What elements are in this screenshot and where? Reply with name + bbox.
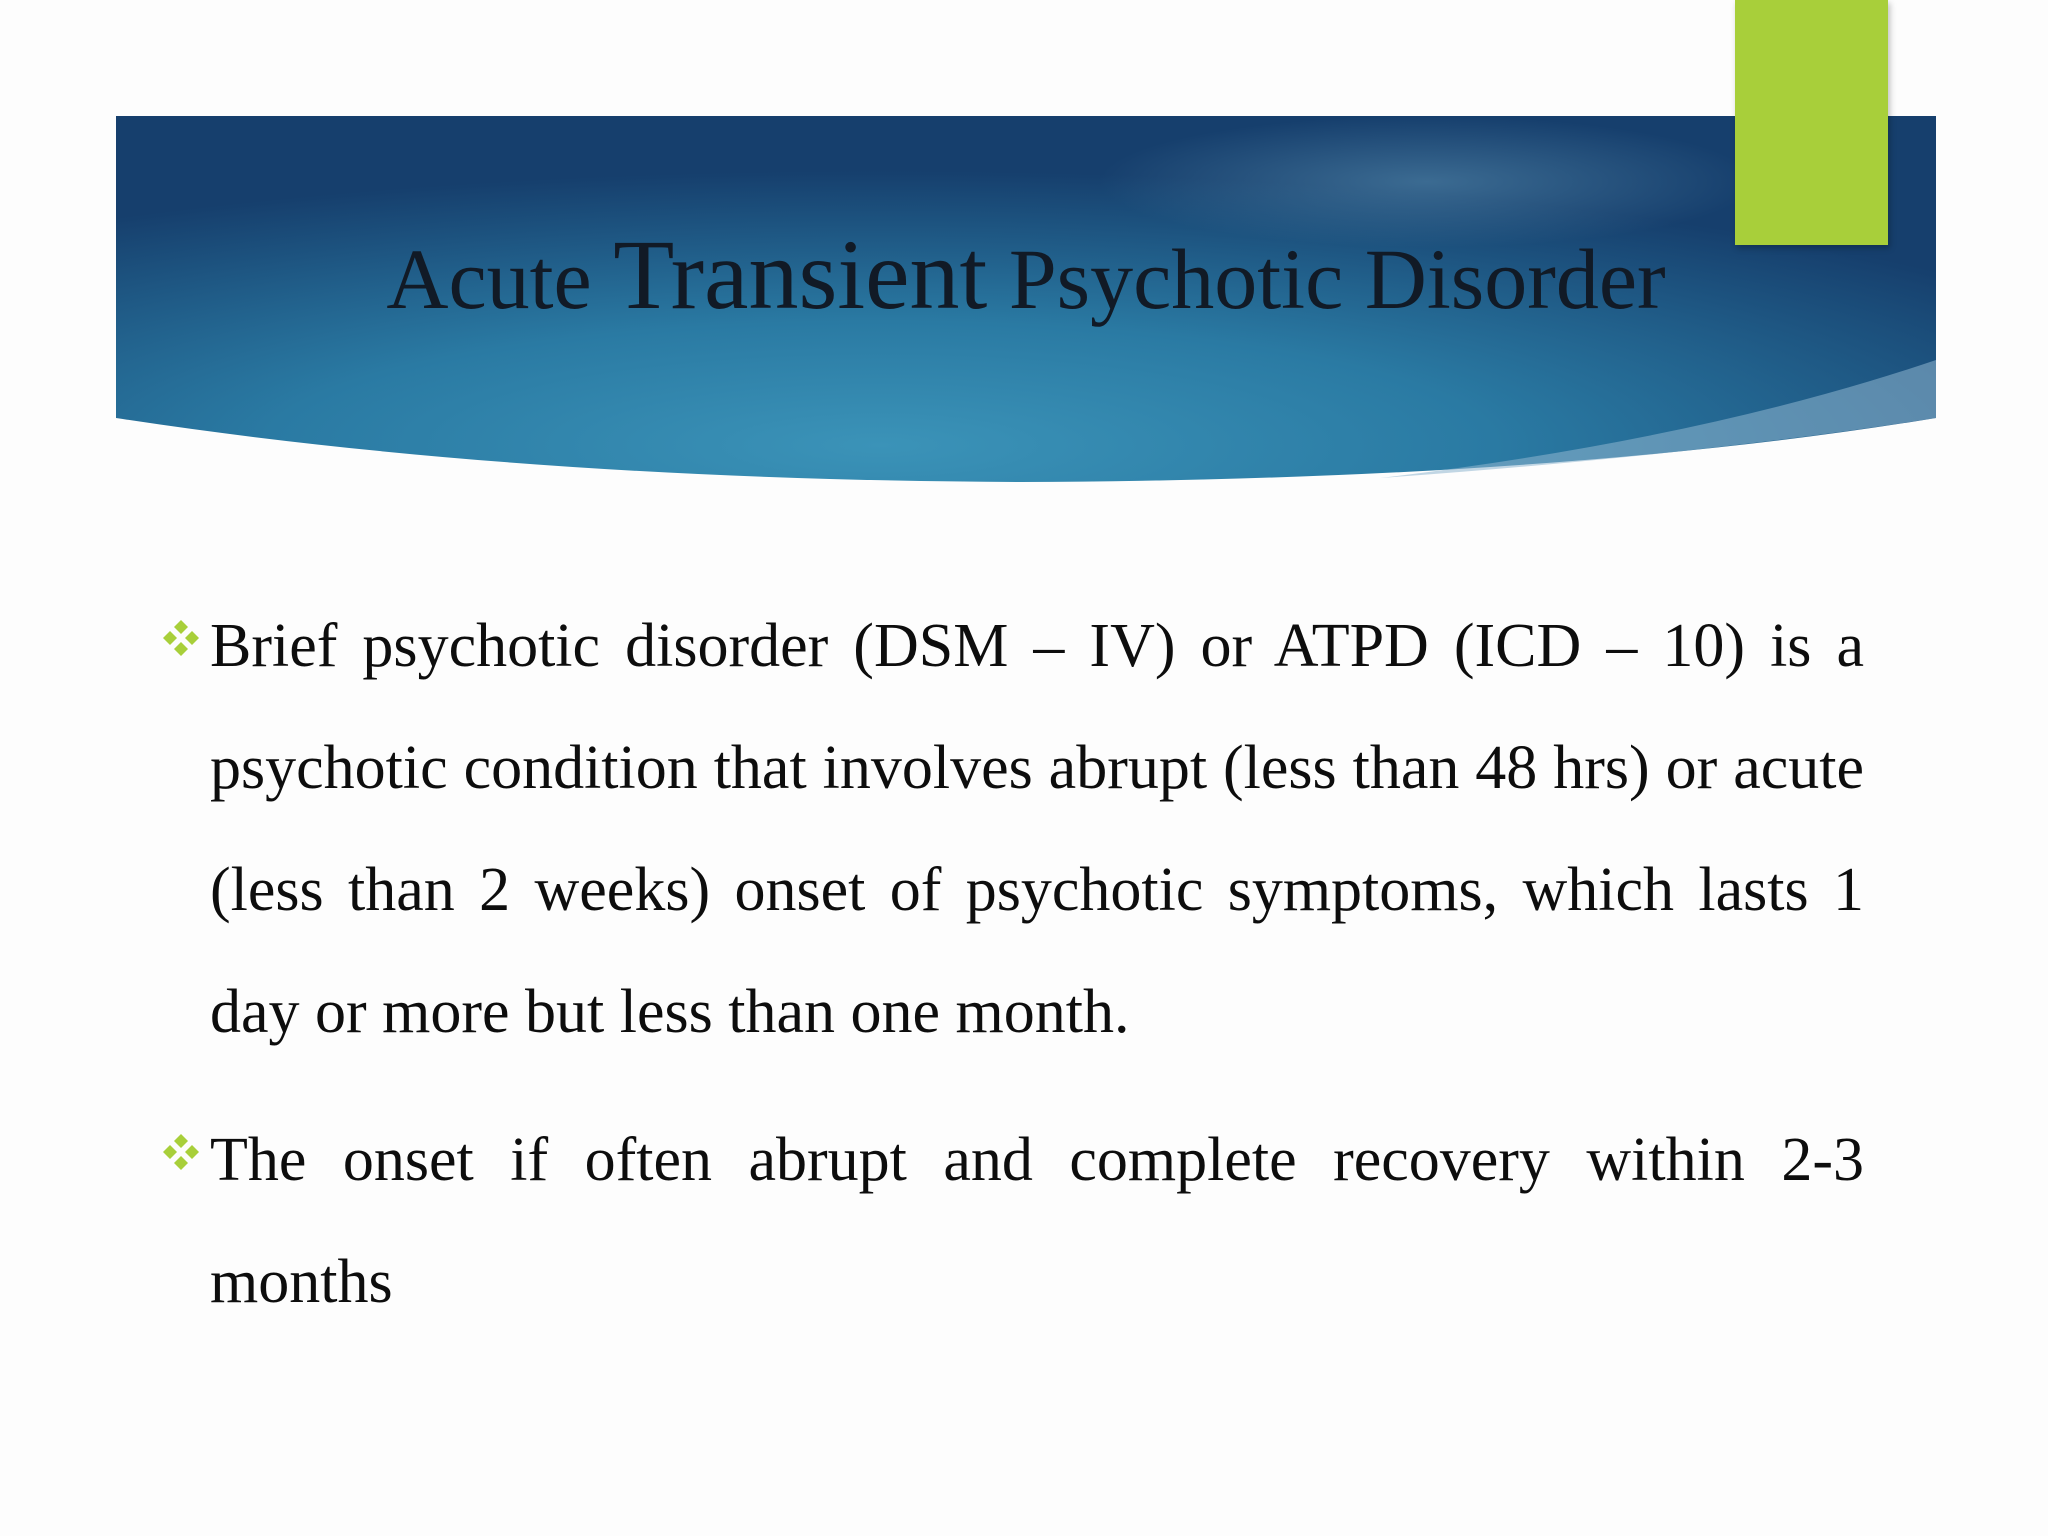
bullet-text-1: Brief psychotic disorder (DSM – IV) or ATPD (ICD – 10) is a psychotic condition that involves abrupt (less than 48 hrs) or acute (less than 2 weeks) onset of psychotic symptoms, which lasts 1 day or more but less than one month. — [210, 612, 1864, 1046]
four-diamond-bullet-icon — [160, 617, 202, 659]
title-part-3: Psychotic Disorder — [987, 231, 1666, 327]
four-diamond-bullet-icon — [160, 1131, 202, 1173]
bullet-item-1 — [160, 585, 1864, 1073]
slide-title — [116, 220, 1936, 334]
bullet-list — [160, 585, 1864, 1343]
accent-tab — [1735, 0, 1888, 245]
bullet-item-2 — [160, 1099, 1864, 1343]
title-part-2: Transient — [613, 219, 988, 330]
title-part-1: Acute — [386, 231, 614, 327]
bullet-text-2: The onset if often abrupt and complete recovery within 2-3 months — [210, 1126, 1864, 1316]
